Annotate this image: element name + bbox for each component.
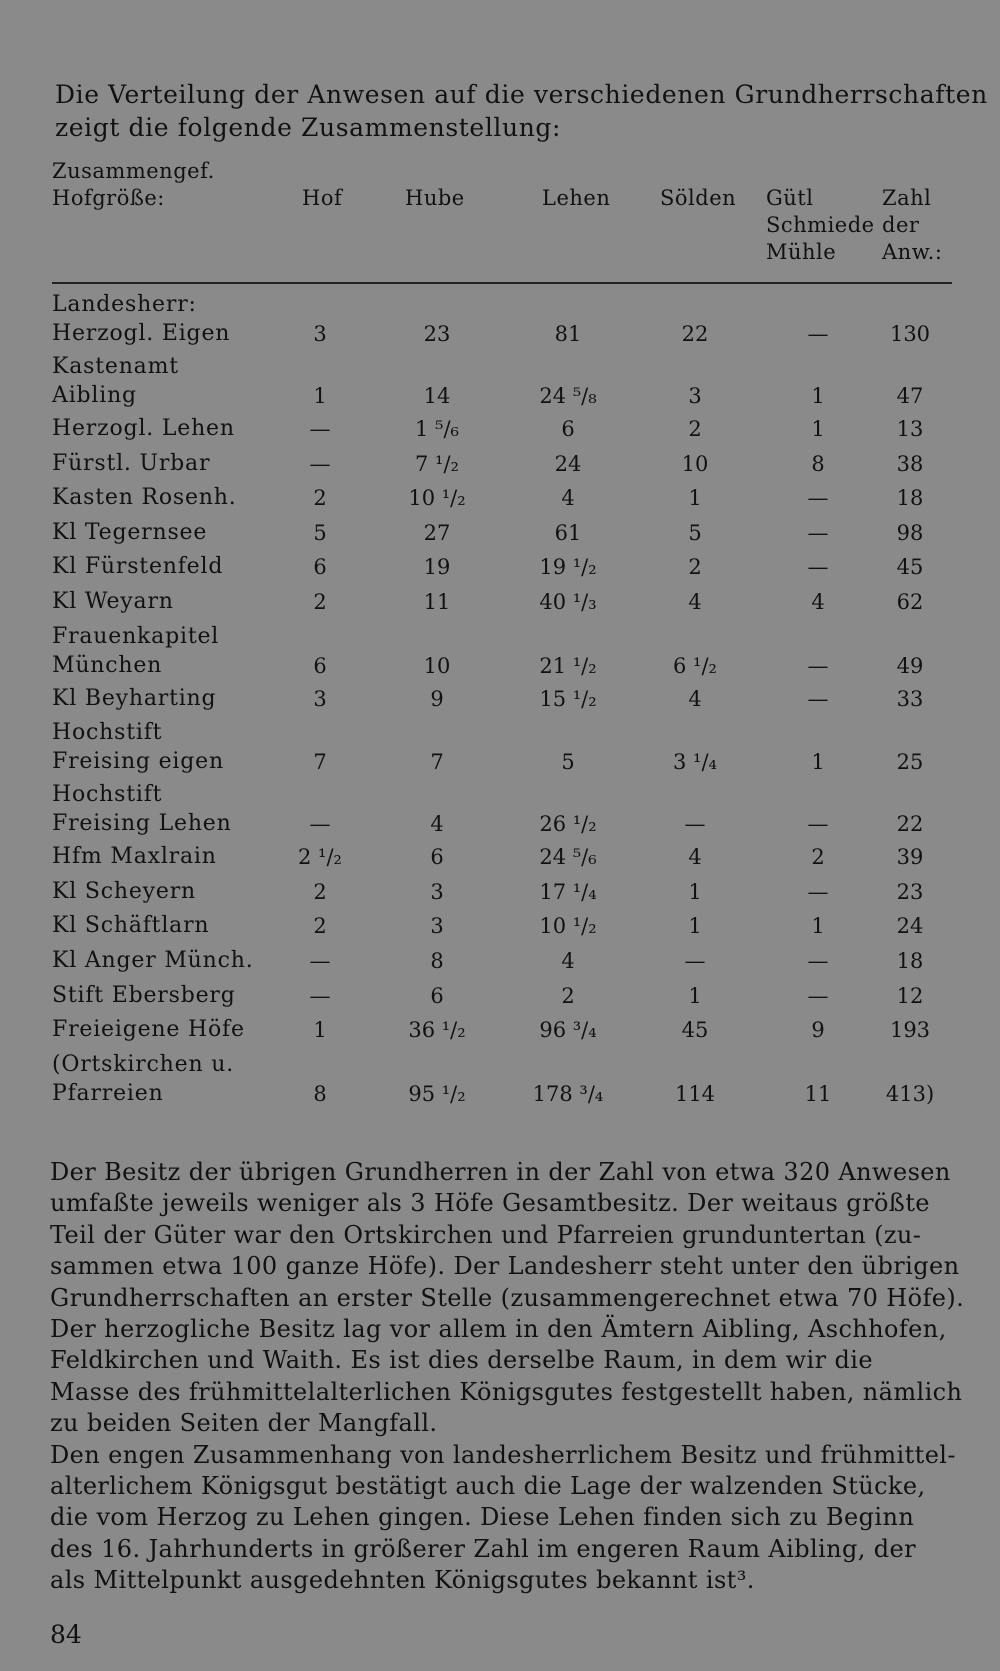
cell-lehen: 96 ³/₄: [539, 1018, 597, 1043]
cell-soelden: 2: [688, 417, 702, 441]
cell-guetl: 2: [811, 845, 825, 870]
cell-hube: 7: [430, 750, 444, 775]
cell-hof: 7: [313, 750, 327, 775]
row-label: Freising Lehen: [52, 811, 232, 837]
cell-guetl: —: [807, 812, 829, 837]
body-line: Masse des frühmittelalterlichen Königsgutes festgestellt haben, nämlich: [50, 1377, 963, 1406]
cell-soelden: 45: [681, 1018, 709, 1043]
table-row: [0, 981, 1000, 1016]
cell-hube: 95 ¹/₂: [408, 1081, 466, 1106]
cell-guetl: 4: [811, 589, 825, 614]
row-label: Herzogl. Eigen: [52, 321, 231, 346]
header-name-line: Hofgröße:: [52, 186, 165, 210]
cell-hube: 6: [430, 845, 444, 870]
row-label: Herzogl. Lehen: [52, 416, 235, 441]
table-row: [0, 1015, 1000, 1050]
cell-soelden: 1: [688, 914, 702, 939]
cell-zahl: 62: [896, 589, 924, 614]
cell-lehen: 24 ⁵/₆: [539, 845, 597, 870]
row-group-label: Frauenkapitel: [52, 623, 220, 649]
table-row: [0, 352, 1000, 414]
cell-soelden: 1: [688, 486, 702, 511]
cell-hof: —: [309, 451, 331, 476]
cell-hof: 2: [313, 589, 327, 614]
cell-zahl: 33: [896, 686, 924, 711]
cell-guetl: 11: [804, 1081, 832, 1106]
cell-guetl: —: [807, 486, 829, 511]
table-body: [0, 290, 1000, 1112]
cell-guetl: —: [807, 879, 829, 904]
body-paragraphs: [50, 1157, 965, 1597]
cell-soelden: —: [684, 812, 706, 837]
cell-hof: —: [309, 983, 331, 1008]
header-zahl-line: Anw.:: [882, 240, 943, 264]
table-row: [0, 911, 1000, 946]
page-number: 84: [50, 1620, 82, 1649]
row-label: Freising eigen: [52, 749, 224, 775]
cell-guetl: —: [807, 948, 829, 973]
row-label: Aibling: [52, 383, 137, 408]
cell-guetl: 1: [811, 750, 825, 775]
table-row: [0, 842, 1000, 877]
body-line: die vom Herzog zu Lehen gingen. Diese Lehen finden sich zu Beginn: [50, 1503, 915, 1532]
cell-hof: 6: [313, 555, 327, 580]
cell-soelden: 4: [688, 845, 702, 870]
cell-zahl: 98: [896, 520, 924, 545]
cell-hube: 11: [423, 589, 451, 614]
row-label: Kl Tegernsee: [52, 519, 208, 545]
row-label: Kl Beyharting: [52, 685, 217, 711]
body-line: Der Besitz der übrigen Grundherren in der Zahl von etwa 320 Anwesen: [50, 1158, 951, 1186]
row-label: München: [52, 652, 163, 678]
body-line: sammen etwa 100 ganze Höfe). Der Landesherr steht unter den übrigen: [50, 1252, 960, 1281]
cell-soelden: 5: [688, 520, 702, 545]
table-row: [0, 518, 1000, 553]
cell-lehen: 10 ¹/₂: [539, 914, 597, 939]
cell-lehen: 61: [554, 520, 582, 545]
cell-lehen: 26 ¹/₂: [539, 812, 597, 837]
cell-guetl: —: [807, 322, 829, 346]
row-label: Kasten Rosenh.: [52, 485, 237, 511]
body-line: des 16. Jahrhunderts in größerer Zahl im engeren Raum Aibling, der: [50, 1534, 917, 1563]
cell-hof: 2: [313, 914, 327, 939]
cell-hof: —: [309, 812, 331, 837]
cell-soelden: 4: [688, 686, 702, 711]
cell-guetl: 8: [811, 451, 825, 476]
cell-zahl: 13: [896, 417, 924, 441]
cell-hube: 6: [430, 983, 444, 1008]
header-guetl-line: Mühle: [766, 240, 837, 264]
cell-guetl: 1: [811, 384, 825, 408]
header-name-line: Zusammengef.: [52, 159, 215, 183]
cell-zahl: 413): [885, 1081, 935, 1106]
cell-soelden: 3: [688, 384, 702, 408]
cell-guetl: —: [807, 983, 829, 1008]
table-header: [0, 158, 1000, 283]
table-row: [0, 718, 1000, 780]
table-row: [0, 1050, 1000, 1112]
cell-hof: 2 ¹/₂: [298, 845, 342, 870]
table-row: [0, 290, 1000, 352]
cell-lehen: 21 ¹/₂: [539, 653, 597, 678]
cell-zahl: 193: [889, 1018, 931, 1043]
table-row: [0, 877, 1000, 912]
row-label: Kl Fürstenfeld: [52, 554, 224, 580]
table-row: [0, 449, 1000, 484]
cell-hof: 6: [313, 653, 327, 678]
cell-hube: 27: [423, 520, 451, 545]
table-row: [0, 587, 1000, 622]
cell-hof: 8: [313, 1081, 327, 1106]
cell-lehen: 15 ¹/₂: [539, 686, 597, 711]
cell-hof: 2: [313, 486, 327, 511]
row-label: Kl Schäftlarn: [52, 913, 210, 939]
table-row: [0, 622, 1000, 684]
cell-lehen: 4: [561, 948, 575, 973]
cell-hube: 1 ⁵/₆: [415, 417, 459, 441]
cell-soelden: 22: [681, 322, 709, 346]
cell-soelden: 1: [688, 879, 702, 904]
cell-zahl: 23: [896, 879, 924, 904]
row-label: Fürstl. Urbar: [52, 450, 211, 476]
row-group-label: Landesherr:: [52, 292, 197, 317]
header-zahl-line: Zahl: [882, 186, 932, 210]
row-group-label: Hochstift: [52, 720, 163, 746]
row-label: Kl Weyarn: [52, 588, 174, 614]
cell-guetl: —: [807, 520, 829, 545]
body-line: Den engen Zusammenhang von landesherrlichem Besitz und frühmittel-: [50, 1440, 956, 1469]
row-label: Kl Anger Münch.: [52, 947, 254, 973]
cell-hof: 3: [313, 322, 327, 346]
cell-hube: 36 ¹/₂: [408, 1018, 466, 1043]
cell-zahl: 12: [896, 983, 924, 1008]
cell-lehen: 24: [554, 451, 582, 476]
cell-hube: 23: [423, 322, 451, 346]
body-line: Feldkirchen und Waith. Es ist dies derselbe Raum, in dem wir die: [50, 1346, 873, 1375]
cell-zahl: 39: [896, 845, 924, 870]
row-label: Hfm Maxlrain: [52, 844, 217, 870]
body-line: alterlichem Königsgut bestätigt auch die Lage der walzenden Stücke,: [50, 1472, 926, 1501]
header-hube: Hube: [405, 186, 465, 210]
cell-soelden: 6 ¹/₂: [673, 653, 717, 678]
cell-hube: 4: [430, 812, 444, 837]
cell-soelden: 3 ¹/₄: [673, 750, 717, 775]
cell-zahl: 18: [896, 948, 924, 973]
cell-soelden: 114: [674, 1081, 716, 1106]
row-group-label: Kastenamt: [52, 354, 179, 379]
cell-lehen: 6: [561, 417, 575, 441]
body-line: Grundherrschaften an erster Stelle (zusammengerechnet etwa 70 Höfe).: [50, 1283, 965, 1312]
cell-lehen: 24 ⁵/₈: [539, 384, 597, 408]
cell-guetl: —: [807, 555, 829, 580]
header-lehen: Lehen: [542, 186, 611, 210]
cell-hube: 8: [430, 948, 444, 973]
cell-hube: 10 ¹/₂: [408, 486, 466, 511]
cell-lehen: 5: [561, 750, 575, 775]
intro-line: Die Verteilung der Anwesen auf die verschiedenen Grundherrschaften: [55, 80, 988, 109]
cell-guetl: 1: [811, 417, 825, 441]
cell-guetl: 9: [811, 1018, 825, 1043]
cell-hof: 1: [313, 1018, 327, 1043]
cell-hof: —: [309, 948, 331, 973]
header-soelden: Sölden: [660, 186, 737, 210]
table-row: [0, 414, 1000, 449]
cell-guetl: 1: [811, 914, 825, 939]
body-line: Teil der Güter war den Ortskirchen und Pfarreien grunduntertan (zu-: [50, 1220, 922, 1249]
row-label: Kl Scheyern: [52, 878, 196, 904]
cell-hof: 3: [313, 686, 327, 711]
cell-zahl: 18: [896, 486, 924, 511]
table-row: [0, 684, 1000, 719]
cell-hube: 14: [423, 384, 451, 408]
row-label: Stift Ebersberg: [52, 982, 236, 1008]
cell-lehen: 81: [554, 322, 582, 346]
cell-hof: 1: [313, 384, 327, 408]
body-line: als Mittelpunkt ausgedehnten Königsgutes bekannt ist³.: [50, 1566, 755, 1595]
cell-soelden: 1: [688, 983, 702, 1008]
cell-lehen: 4: [561, 486, 575, 511]
cell-guetl: —: [807, 653, 829, 678]
cell-zahl: 47: [896, 384, 924, 408]
cell-hube: 3: [430, 879, 444, 904]
cell-zahl: 24: [896, 914, 924, 939]
cell-zahl: 22: [896, 812, 924, 837]
header-zahl-line: der: [882, 213, 920, 237]
header-divider: [52, 282, 952, 284]
cell-lehen: 2: [561, 983, 575, 1008]
cell-zahl: 38: [896, 451, 924, 476]
cell-hube: 9: [430, 686, 444, 711]
header-guetl-line: Gütl: [766, 186, 814, 210]
body-line: zu beiden Seiten der Mangfall.: [50, 1409, 438, 1438]
body-line: Der herzogliche Besitz lag vor allem in den Ämtern Aibling, Aschhofen,: [50, 1315, 947, 1344]
cell-guetl: —: [807, 686, 829, 711]
cell-hof: —: [309, 417, 331, 441]
table-row: [0, 780, 1000, 842]
cell-hof: 2: [313, 879, 327, 904]
cell-soelden: 4: [688, 589, 702, 614]
cell-zahl: 130: [889, 322, 931, 346]
cell-zahl: 45: [896, 555, 924, 580]
cell-lehen: 40 ¹/₃: [539, 589, 597, 614]
intro-line: zeigt die folgende Zusammenstellung:: [55, 113, 562, 142]
cell-hube: 3: [430, 914, 444, 939]
header-guetl-line: Schmiede: [766, 213, 875, 237]
intro-paragraph: [55, 78, 988, 144]
cell-lehen: 178 ³/₄: [532, 1081, 604, 1106]
cell-zahl: 49: [896, 653, 924, 678]
table-row: [0, 483, 1000, 518]
cell-zahl: 25: [896, 750, 924, 775]
table-row: [0, 946, 1000, 981]
cell-soelden: 2: [688, 555, 702, 580]
cell-hube: 10: [423, 653, 451, 678]
cell-soelden: —: [684, 948, 706, 973]
cell-hof: 5: [313, 520, 327, 545]
table-row: [0, 552, 1000, 587]
row-label: Pfarreien: [52, 1080, 164, 1106]
header-hof: Hof: [302, 186, 343, 210]
cell-hube: 7 ¹/₂: [415, 451, 459, 476]
cell-lehen: 17 ¹/₄: [539, 879, 597, 904]
cell-hube: 19: [423, 555, 451, 580]
body-line: umfaßte jeweils weniger als 3 Höfe Gesamtbesitz. Der weitaus größte: [50, 1189, 930, 1218]
cell-soelden: 10: [681, 451, 709, 476]
row-group-label: (Ortskirchen u.: [52, 1051, 234, 1077]
row-group-label: Hochstift: [52, 782, 163, 808]
cell-lehen: 19 ¹/₂: [539, 555, 597, 580]
row-label: Freieigene Höfe: [52, 1017, 245, 1043]
